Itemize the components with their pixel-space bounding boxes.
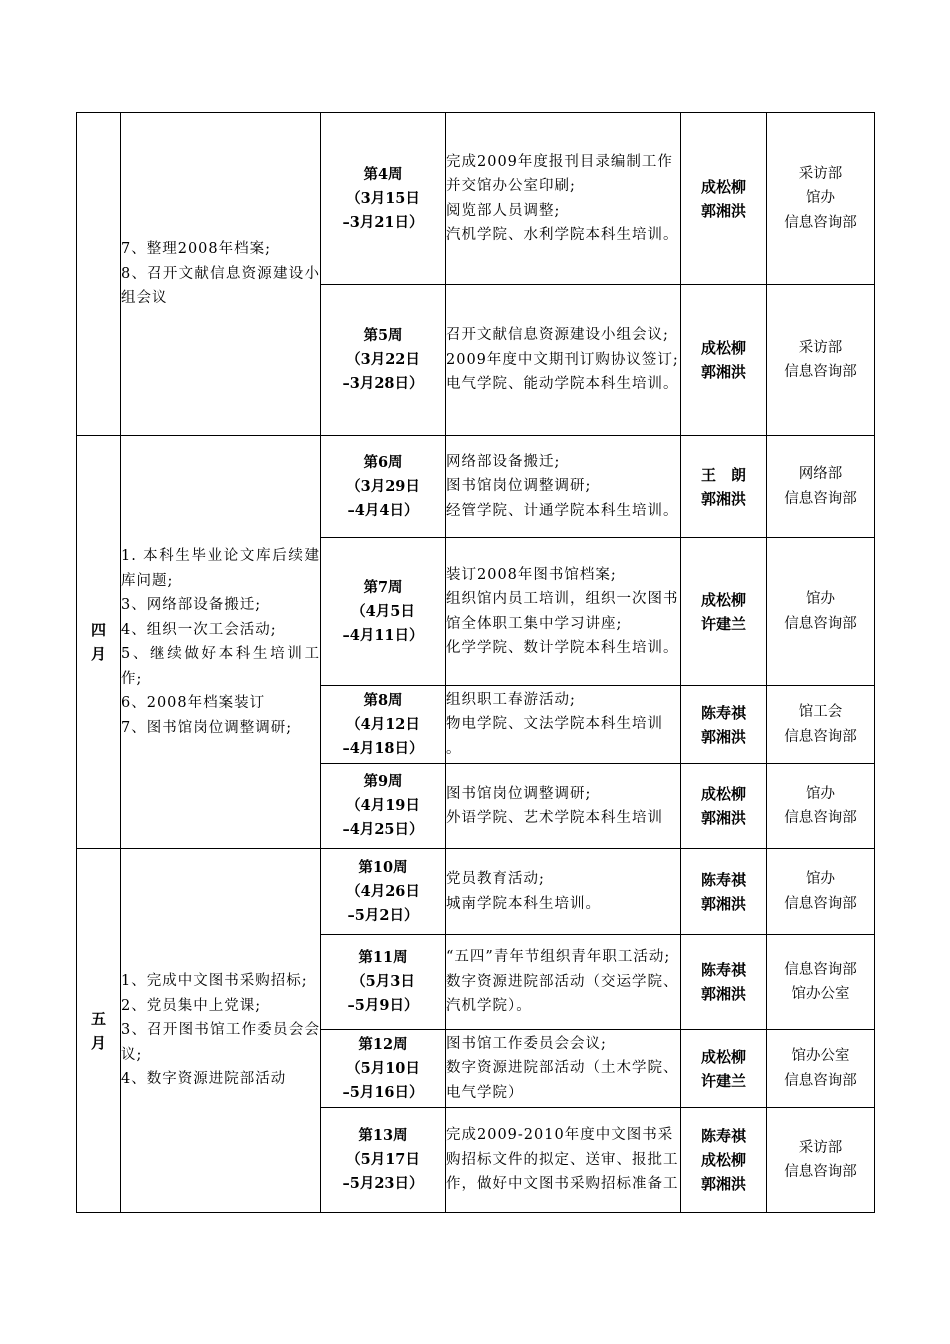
departments-cell-line: 馆办 [806, 190, 835, 207]
week-date-range: –3月28日） [342, 375, 424, 392]
departments-cell [767, 538, 875, 686]
tasks-cell-line: 党员教育活动; [446, 871, 545, 887]
departments-cell-line: 馆办 [806, 785, 835, 802]
week-label: 第5周 [363, 327, 403, 344]
week-label: 第9周 [363, 773, 403, 790]
tasks-cell-line: 图书馆岗位调整调研; [446, 785, 592, 802]
table-row [77, 849, 875, 935]
month-goals-cell-line: 5、继续做好本科生培训工作; [121, 646, 320, 687]
month-goals-cell-line: 1. 本科生毕业论文库后续建库问题; [121, 548, 320, 589]
tasks-cell-line: 装订2008年图书馆档案; [446, 566, 617, 583]
week-label: 第13周 [358, 1127, 408, 1144]
tasks-cell [446, 113, 681, 285]
tasks-cell-line: 物电学院、文法学院本科生培训 。 [446, 716, 663, 757]
persons-cell-line: 陈寿祺 [700, 961, 746, 979]
persons-cell-line: 陈寿祺 [700, 703, 746, 722]
month-goals-cell-line: 7、图书馆岗位调整调研; [121, 719, 293, 736]
tasks-cell [446, 436, 681, 538]
persons-cell-line: 成松柳 [700, 590, 746, 609]
month-goals-cell-line: 3、召开图书馆工作委员会会议; [121, 1022, 320, 1063]
week-cell [321, 538, 446, 686]
week-date-range: –5月9日） [347, 997, 419, 1014]
persons-cell [681, 849, 767, 935]
week-label: 第4周 [363, 165, 403, 183]
tasks-cell-line: 网络部设备搬迁; [446, 453, 561, 470]
month-cell [77, 436, 121, 849]
week-cell [321, 764, 446, 849]
month-goals-cell-line: 8、召开文献信息资源建设小组会议 [121, 265, 320, 307]
month-cell-line: 四 [90, 621, 106, 639]
week-cell [321, 113, 446, 285]
week-date-range: –4月4日） [347, 501, 419, 519]
persons-cell-line: 陈寿祺 [700, 870, 746, 889]
week-date-range: –4月25日） [342, 821, 424, 838]
persons-cell-line: 许建兰 [700, 1071, 746, 1090]
persons-cell-line: 郭湘洪 [700, 489, 746, 508]
departments-cell [767, 686, 875, 764]
departments-cell [767, 935, 875, 1030]
month-goals-cell-line: 4、组织一次工会活动; [121, 621, 277, 638]
persons-cell-line: 成松柳 [700, 785, 746, 803]
week-cell [321, 935, 446, 1030]
tasks-cell-line: 数字资源进院部活动（土木学院、电气学院） [446, 1060, 679, 1101]
tasks-cell-line: 图书馆岗位调整调研; [446, 478, 592, 495]
table-row [77, 113, 875, 285]
table-row [77, 436, 875, 538]
week-label: 第7周 [363, 578, 403, 596]
week-date-range: （4月5日 [351, 602, 415, 620]
tasks-cell [446, 764, 681, 849]
departments-cell-line: 信息咨询部 [784, 961, 857, 978]
departments-cell-line: 采访部 [798, 1139, 843, 1156]
week-date-range: （4月19日 [346, 797, 420, 814]
tasks-cell [446, 285, 681, 436]
month-cell-line: 月 [90, 645, 106, 663]
week-date-range: （4月26日 [346, 882, 420, 900]
week-date-range: –5月16日） [342, 1083, 424, 1101]
week-label: 第6周 [363, 453, 403, 471]
tasks-cell-line: 完成2009-2010年度中文图书采购招标文件的拟定、送审、报批工作，做好中文图书采购招标准备工 [446, 1127, 679, 1193]
week-date-range: （3月22日 [346, 351, 420, 368]
month-goals-cell [121, 849, 321, 1213]
week-date-range: –5月2日） [347, 906, 419, 924]
week-date-range: –5月23日） [342, 1175, 424, 1192]
persons-cell-line: 陈寿祺 [700, 1127, 746, 1145]
month-goals-cell-line: 6、2008年档案装订 [121, 695, 266, 711]
tasks-cell-line: 电气学院、能动学院本科生培训。 [446, 376, 679, 393]
persons-cell-line: 郭湘洪 [700, 1175, 746, 1193]
month-goals-cell-line: 3、网络部设备搬迁; [121, 597, 262, 613]
tasks-cell-line: 外语学院、艺术学院本科生培训 [446, 810, 663, 826]
week-cell [321, 285, 446, 436]
month-goals-cell-line: 4、数字资源进院部活动 [121, 1071, 287, 1088]
departments-cell-line: 信息咨询部 [784, 490, 857, 507]
tasks-cell [446, 935, 681, 1030]
week-label: 第12周 [358, 1035, 408, 1053]
tasks-cell-line: 经管学院、计通学院本科生培训。 [446, 502, 679, 519]
tasks-cell-line: 召开文献信息资源建设小组会议; [446, 327, 669, 344]
persons-cell-line: 郭湘洪 [700, 363, 746, 381]
departments-cell-line: 馆办 [806, 871, 835, 887]
persons-cell-line: 许建兰 [700, 614, 746, 633]
month-goals-cell-line: 1、完成中文图书采购招标; [121, 973, 308, 990]
tasks-cell [446, 849, 681, 935]
persons-cell [681, 686, 767, 764]
tasks-cell-line: 阅览部人员调整; [446, 202, 561, 219]
departments-cell-line: 馆办公室 [791, 986, 850, 1002]
persons-cell-line: 郭湘洪 [700, 894, 746, 913]
persons-cell-line: 成松柳 [700, 1151, 746, 1169]
departments-cell [767, 285, 875, 436]
work-plan-table [76, 112, 875, 1213]
persons-cell-line: 王 朗 [700, 465, 746, 484]
departments-cell-line: 采访部 [798, 165, 843, 182]
month-goals-cell [121, 113, 321, 436]
departments-cell-line: 信息咨询部 [784, 615, 857, 632]
persons-cell [681, 1108, 767, 1213]
week-cell [321, 1108, 446, 1213]
month-cell [77, 113, 121, 436]
tasks-cell [446, 686, 681, 764]
persons-cell-line: 郭湘洪 [700, 985, 746, 1003]
departments-cell-line: 馆办公室 [791, 1048, 850, 1064]
week-date-range: （3月15日 [346, 189, 420, 207]
week-cell [321, 849, 446, 935]
tasks-cell-line: 数字资源进院部活动（交运学院、汽机学院）。 [446, 973, 679, 1015]
departments-cell [767, 849, 875, 935]
departments-cell-line: 信息咨询部 [784, 214, 857, 231]
month-goals-cell-line: 7、整理2008年档案; [121, 241, 272, 258]
week-date-range: （3月29日 [346, 477, 420, 495]
month-goals-cell [121, 436, 321, 849]
departments-cell [767, 113, 875, 285]
week-date-range: –4月11日） [342, 626, 424, 644]
persons-cell-line: 郭湘洪 [700, 201, 746, 220]
tasks-cell-line: 2009年度中文期刊订购协议签订; [446, 351, 679, 368]
month-cell [77, 849, 121, 1213]
persons-cell [681, 436, 767, 538]
persons-cell [681, 935, 767, 1030]
tasks-cell-line: 图书馆工作委员会会议; [446, 1035, 607, 1052]
departments-cell-line: 信息咨询部 [784, 810, 857, 826]
tasks-cell-line: 城南学院本科生培训。 [446, 895, 601, 912]
month-goals-cell-line: 2、党员集中上党课; [121, 997, 262, 1014]
departments-cell-line: 网络部 [798, 466, 843, 482]
departments-cell-line: 信息咨询部 [784, 1164, 857, 1180]
tasks-cell-line: “五四”青年节组织青年职工活动; [446, 949, 671, 966]
week-label: 第8周 [363, 691, 403, 709]
week-date-range: （5月17日 [346, 1151, 420, 1168]
departments-cell-line: 信息咨询部 [784, 364, 857, 380]
persons-cell-line: 成松柳 [700, 339, 746, 357]
week-cell [321, 436, 446, 538]
persons-cell [681, 538, 767, 686]
persons-cell-line: 成松柳 [700, 1047, 746, 1066]
departments-cell-line: 信息咨询部 [784, 1072, 857, 1089]
table-body [77, 113, 875, 1213]
persons-cell [681, 285, 767, 436]
tasks-cell [446, 1108, 681, 1213]
week-label: 第11周 [358, 949, 408, 966]
tasks-cell [446, 538, 681, 686]
month-cell-line: 月 [90, 1033, 106, 1052]
departments-cell-line: 馆办 [806, 591, 835, 607]
departments-cell [767, 436, 875, 538]
week-date-range: –4月18日） [342, 739, 424, 757]
tasks-cell-line: 组织职工春游活动; [446, 691, 576, 708]
persons-cell [681, 1030, 767, 1108]
departments-cell-line: 信息咨询部 [784, 895, 857, 912]
week-date-range: （4月12日 [346, 715, 420, 733]
persons-cell [681, 764, 767, 849]
tasks-cell [446, 1030, 681, 1108]
persons-cell-line: 成松柳 [700, 177, 746, 196]
week-date-range: （5月10日 [346, 1059, 420, 1077]
tasks-cell-line: 组织馆内员工培训，组织一次图书馆全体职工集中学习讲座; [446, 591, 679, 632]
persons-cell-line: 郭湘洪 [700, 809, 746, 827]
departments-cell-line: 信息咨询部 [784, 728, 857, 745]
departments-cell-line: 采访部 [798, 339, 843, 356]
month-cell-line: 五 [90, 1009, 106, 1028]
week-cell [321, 1030, 446, 1108]
tasks-cell-line: 化学学院、数计学院本科生培训。 [446, 640, 679, 656]
tasks-cell-line: 汽机学院、水利学院本科生培训。 [446, 227, 679, 243]
departments-cell-line: 馆工会 [798, 704, 843, 720]
week-cell [321, 686, 446, 764]
persons-cell [681, 113, 767, 285]
tasks-cell-line: 完成2009年度报刊目录编制工作并交馆办公室印刷; [446, 153, 673, 194]
departments-cell [767, 764, 875, 849]
week-date-range: （5月3日 [351, 973, 415, 990]
departments-cell [767, 1108, 875, 1213]
departments-cell [767, 1030, 875, 1108]
week-label: 第10周 [358, 858, 408, 876]
persons-cell-line: 郭湘洪 [700, 727, 746, 746]
week-date-range: –3月21日） [342, 213, 424, 231]
